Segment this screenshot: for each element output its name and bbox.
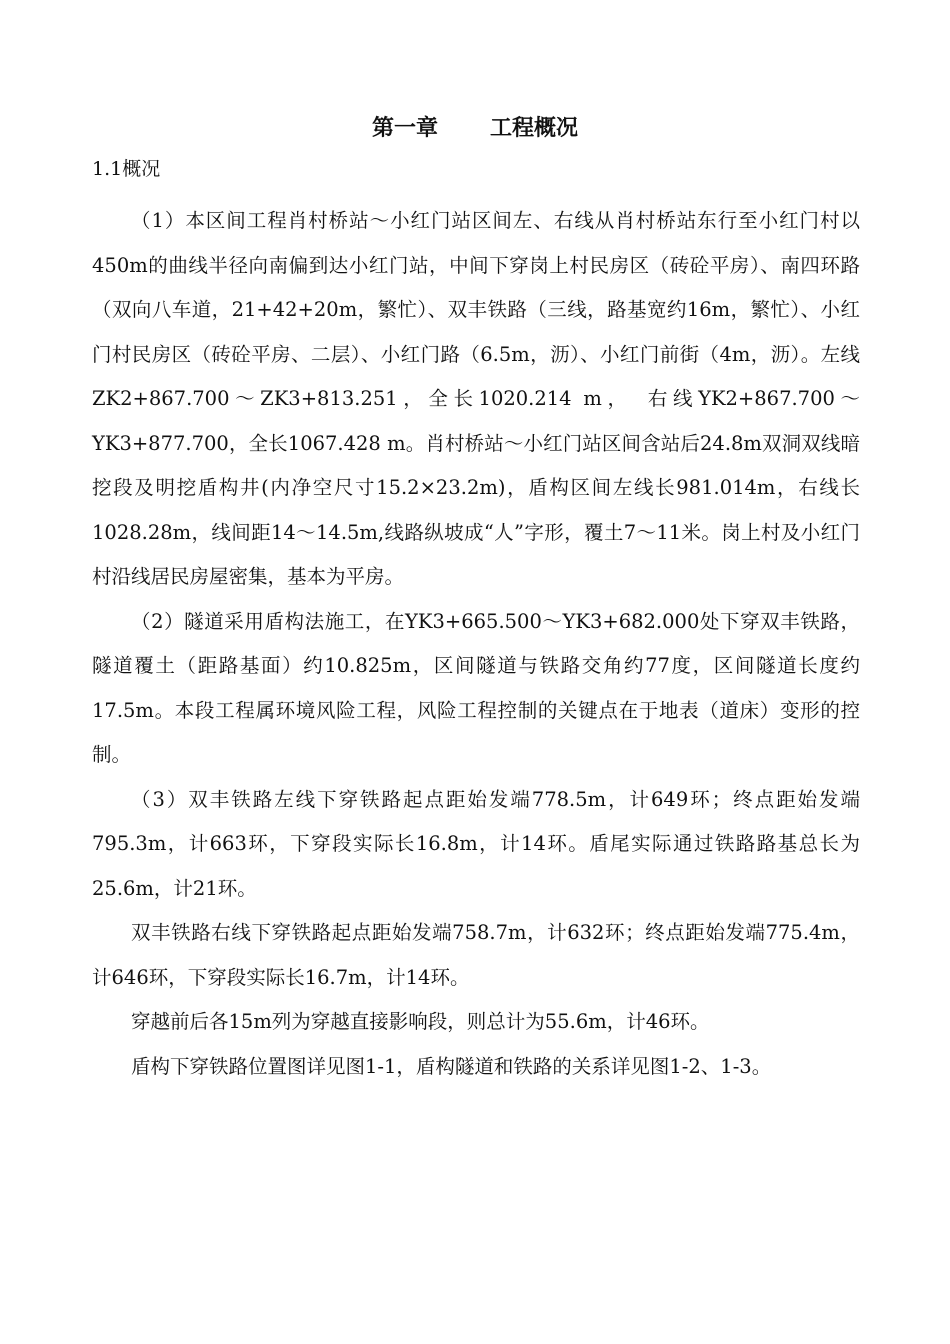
chapter-number: 第一章 xyxy=(371,116,438,141)
paragraph-2: （2）隧道采用盾构法施工，在YK3+665.500～YK3+682.000处下穿双丰铁路，隧道覆土（距路基面）约10.825m，区间隧道与铁路交角约77度，区间隧道长度约17.5m。本段工程属环境风险工程，风险工程控制的关键点在于地表（道床）变形的控制。 xyxy=(92,609,860,766)
chapter-title xyxy=(0,112,950,146)
paragraph-4: 双丰铁路右线下穿铁路起点距始发端758.7m，计632环；终点距始发端775.4m，计646环，下穿段实际长16.7m，计14环。 xyxy=(92,921,860,989)
document-body xyxy=(92,199,860,1089)
paragraph-1: （1）本区间工程肖村桥站～小红门站区间左、右线从肖村桥站东行至小红门村以450m的曲线半径向南偏到达小红门站，中间下穿岗上村民房区（砖砼平房）、南四环路（双向八车道，21+42+20m，繁忙）、双丰铁路（三线，路基宽约16m，繁忙）、小红门村民房区（砖砼平房、二层）、小红门路（6.5m，沥）、小红门前街（4m，沥）。左线ZK2+867.700～ZK3+813.251，全长1020.214 m， 右线YK2+867.700～YK3+877.700，全长1067.428 m。肖村桥站～小红门站区间含站后24.8m双洞双线暗挖段及明挖盾构井(内净空尺寸15.2×23.2m)，盾构区间左线长981.014m，右线长1028.28m，线间距14～14.5m,线路纵坡成“人”字形，覆土7～11米。岗上村及小红门村沿线居民房屋密集，基本为平房。 xyxy=(92,209,860,588)
section-title: 1.1概况 xyxy=(92,158,161,180)
paragraph-6: 盾构下穿铁路位置图详见图1-1，盾构隧道和铁路的关系详见图1-2、1-3。 xyxy=(131,1054,772,1078)
paragraph-3: （3）双丰铁路左线下穿铁路起点距始发端778.5m，计649环；终点距始发端795.3m，计663环，下穿段实际长16.8m，计14环。盾尾实际通过铁路路基总长为25.6m，计21环。 xyxy=(92,787,860,900)
chapter-name: 工程概况 xyxy=(490,116,579,141)
paragraph-5: 穿越前后各15m列为穿越直接影响段，则总计为55.6m，计46环。 xyxy=(131,1010,710,1033)
